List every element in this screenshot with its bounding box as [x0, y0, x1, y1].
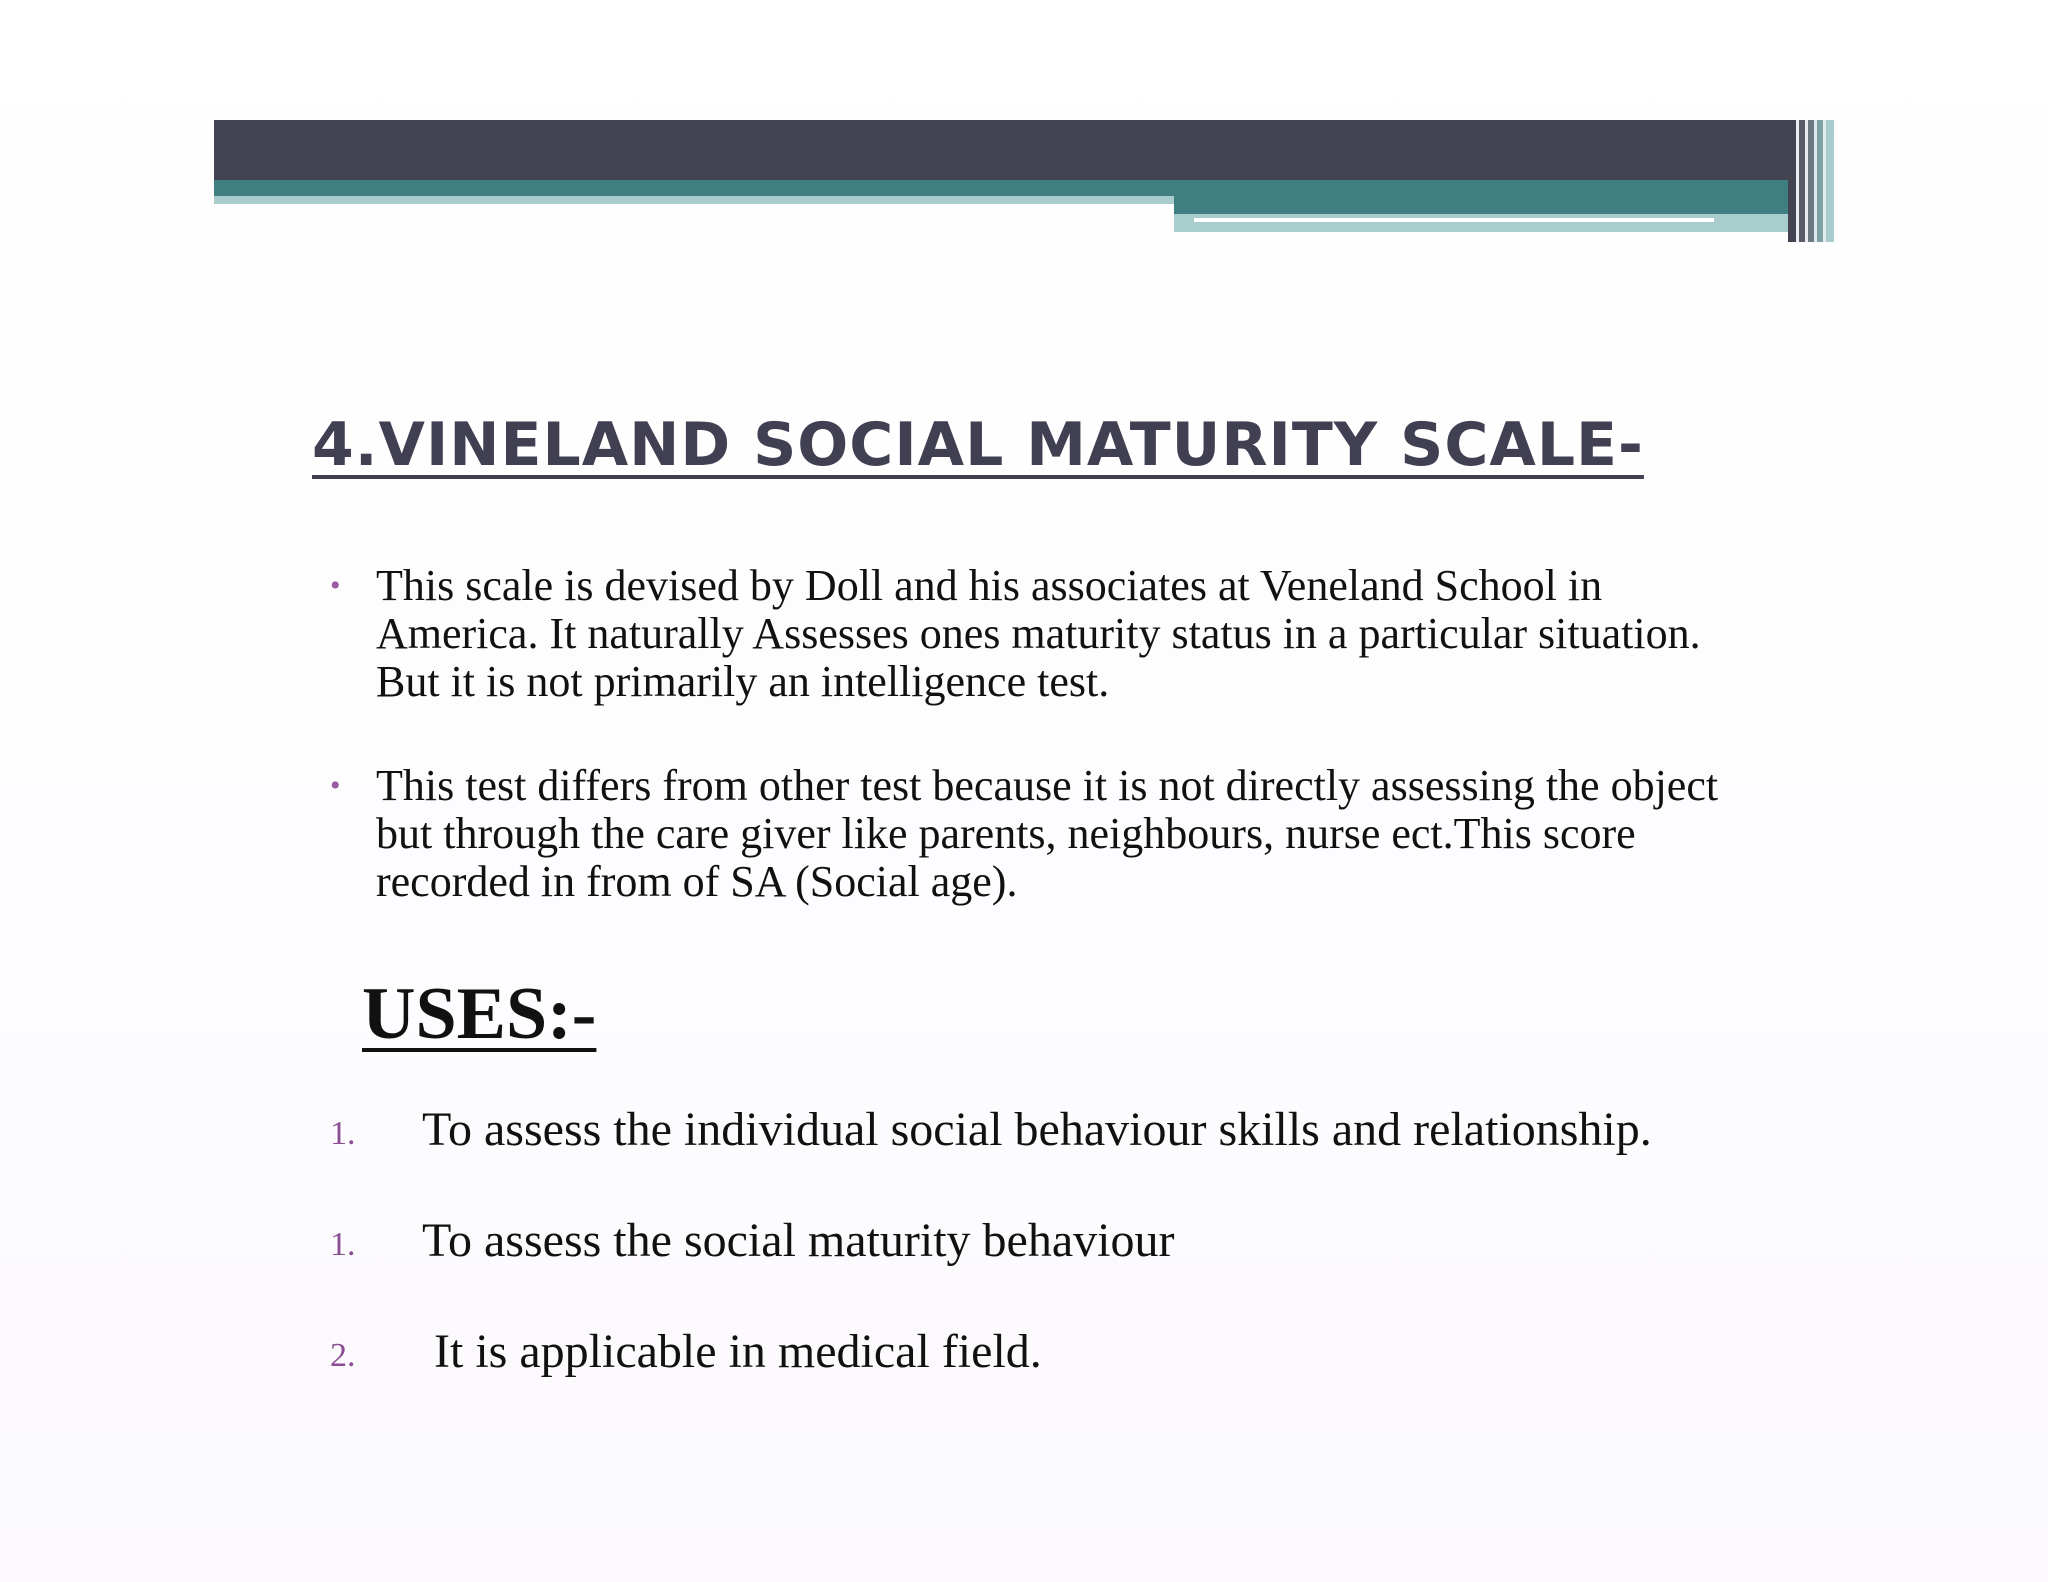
header-light-bar-right [1174, 214, 1788, 232]
header-light-bar-left [214, 196, 1174, 204]
header-decorative-band [214, 120, 1834, 242]
uses-item [330, 1211, 1830, 1322]
header-teal-bar-right [1174, 196, 1788, 214]
uses-text: It is applicable in medical field. [434, 1325, 1042, 1378]
bullet-text: This scale is devised by Doll and his associates at Veneland School in America. It naturally Assesses ones maturity status in a particular situation. But it is not primarily an intelligence test. [376, 561, 1701, 706]
bullet-list [330, 562, 1750, 962]
uses-heading: USES:- [362, 973, 597, 1055]
slide-title: 4.VINELAND SOCIAL MATURITY SCALE- [312, 410, 1644, 480]
uses-number: 1. [330, 1115, 356, 1152]
uses-number: 1. [330, 1226, 356, 1263]
uses-number: 2. [330, 1337, 356, 1374]
header-stripes [1788, 120, 1834, 242]
uses-item [330, 1100, 1830, 1211]
bullet-marker-icon: • [330, 769, 341, 802]
uses-list [330, 1100, 1830, 1433]
bullet-item [330, 562, 1750, 706]
bullet-marker-icon: • [330, 569, 341, 602]
uses-item [330, 1322, 1830, 1433]
header-teal-bar [214, 180, 1788, 196]
bullet-item [330, 762, 1750, 906]
header-white-line [1194, 218, 1714, 222]
uses-text: To assess the social maturity behaviour [422, 1214, 1175, 1267]
header-dark-bar [214, 120, 1788, 180]
bullet-text: This test differs from other test because it is not directly assessing the object but through the care giver like parents, neighbours, nurse ect.This score recorded in from of SA (Social age). [376, 761, 1719, 906]
uses-text: To assess the individual social behaviour skills and relationship. [422, 1103, 1652, 1156]
